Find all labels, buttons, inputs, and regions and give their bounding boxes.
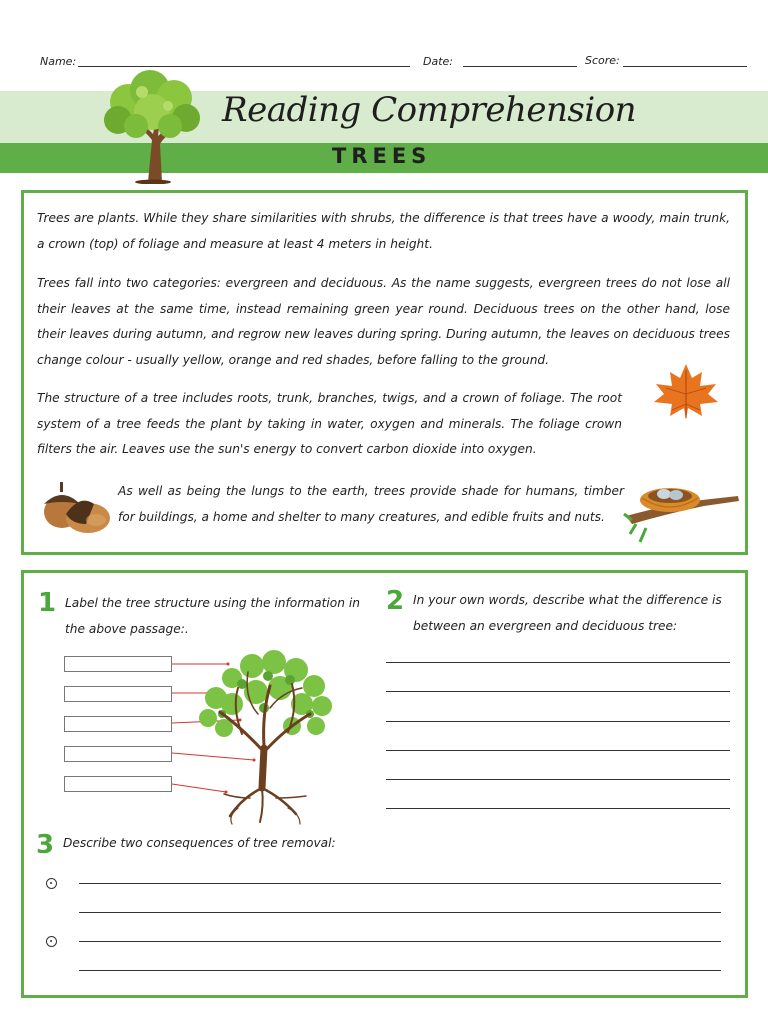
question-2-answer-line-3[interactable] [386,721,730,722]
question-2-answer-line-2[interactable] [386,691,730,692]
passage-paragraph-1: Trees are plants. While they share similarities with shrubs, the difference is that trees have a woody, main trunk, a crown (top) of foliage and measure at least 4 meters in height. [37,211,730,251]
question-1-text: Label the tree structure using the information in the above passage:. [65,596,360,636]
name-field[interactable] [78,66,410,67]
date-field[interactable] [463,66,577,67]
question-3-answer-line-4[interactable] [79,970,721,971]
question-2-number: 2 [386,586,405,616]
maple-leaf-icon [650,360,722,422]
tree-label-input-3[interactable] [64,716,172,732]
date-label: Date: [423,55,453,68]
question-3-answer-line-3[interactable] [79,941,721,942]
name-label: Name: [40,55,77,68]
question-2-answer-line-5[interactable] [386,779,730,780]
nest-icon [622,476,742,548]
passage-paragraph-4: As well as being the lungs to the earth, trees provide shade for humans, timber for buildings, a home and shelter to many creatures, and edible fruits and nuts. [118,484,624,524]
question-2-text: In your own words, describe what the difference is between an evergreen and deciduous tree: [413,593,722,633]
score-field[interactable] [623,66,747,67]
bullet-icon [46,936,57,947]
tree-label-input-5[interactable] [64,776,172,792]
question-3-answer-line-1[interactable] [79,883,721,884]
page-title: Reading Comprehension [222,90,637,130]
question-2-answer-line-1[interactable] [386,662,730,663]
score-label: Score: [585,54,620,67]
question-3-number: 3 [36,830,55,860]
tree-label-input-2[interactable] [64,686,172,702]
tree-label-input-4[interactable] [64,746,172,762]
question-1-number: 1 [38,588,57,618]
bullet-icon [46,878,57,889]
question-3-answer-line-2[interactable] [79,912,721,913]
question-2-answer-line-6[interactable] [386,808,730,809]
acorn-icon [38,474,114,536]
question-3-text: Describe two consequences of tree removal: [63,836,336,850]
page-subtitle: TREES [332,144,432,168]
labeled-tree-diagram [172,648,342,826]
tree-label-input-1[interactable] [64,656,172,672]
passage-paragraph-2: Trees fall into two categories: evergreen and deciduous. As the name suggests, evergreen trees do not lose all their leaves at the same time, instead remaining green year round. Deciduous trees on the other hand, lose their leaves during autumn, and regrow new leaves during spring. During autumn, the leaves on deciduous trees change colour - usually yellow, orange and red shades, before falling to the ground. [37,276,730,367]
passage-paragraph-3: The structure of a tree includes roots, trunk, branches, twigs, and a crown of foliage. The root system of a tree feeds the plant by taking in water, oxygen and minerals. The foliage crown filters the air. Leaves use the sun's energy to convert carbon dioxide into oxygen. [37,391,622,456]
question-2-answer-line-4[interactable] [386,750,730,751]
tree-icon [98,70,208,184]
